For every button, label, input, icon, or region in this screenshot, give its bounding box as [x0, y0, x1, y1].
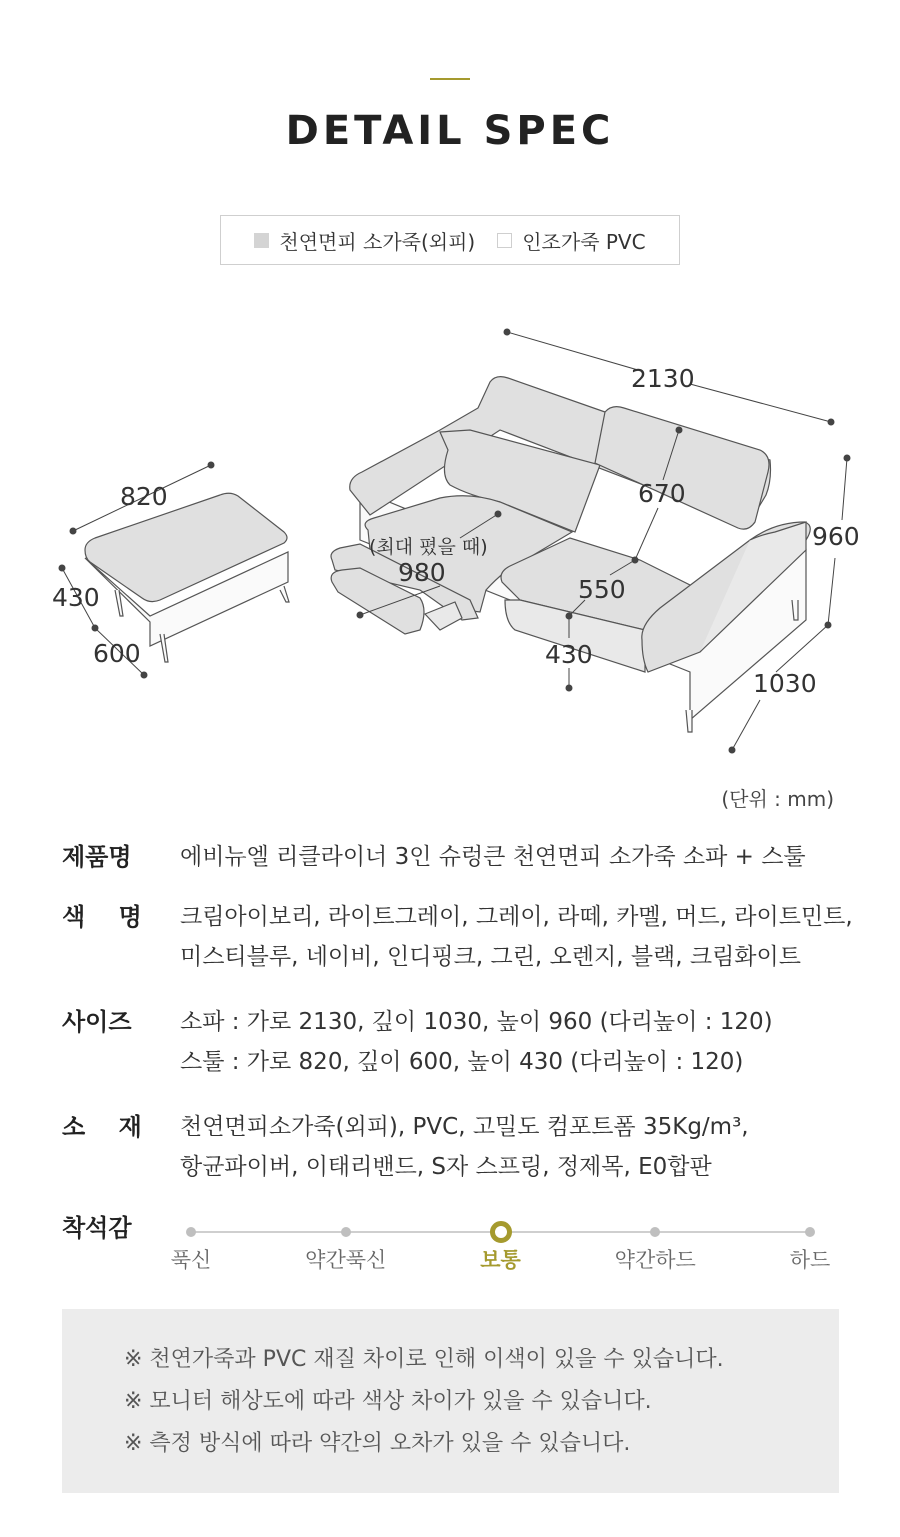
comfort-level-label: 하드	[789, 1248, 831, 1272]
spec-row-colors	[62, 897, 853, 977]
spec-label: 색 명	[62, 903, 142, 931]
spec-value	[180, 1107, 749, 1187]
sofa-back-height-label: 670	[638, 479, 686, 508]
comfort-label: 착석감	[62, 1214, 132, 1242]
stool-drawing	[85, 493, 289, 662]
notice-line: ※ 천연가죽과 PVC 재질 차이로 인해 이색이 있을 수 있습니다.	[124, 1347, 724, 1372]
comfort-level-label: 약간푹신	[305, 1248, 387, 1272]
legend-item-leather	[254, 226, 475, 255]
spec-line: 에비뉴엘 리클라이너 3인 슈렁큰 천연면피 소가죽 소파 + 스툴	[180, 844, 806, 870]
comfort-dot	[341, 1227, 351, 1237]
comfort-dot	[805, 1227, 815, 1237]
spec-line: 천연면피소가죽(외피), PVC, 고밀도 컴포트폼 35Kg/m³,	[180, 1114, 749, 1140]
spec-line: 미스티블루, 네이비, 인디핑크, 그린, 오렌지, 블랙, 크림화이트	[180, 944, 801, 970]
spec-line: 소파 : 가로 2130, 깊이 1030, 높이 960 (다리높이 : 120)	[180, 1009, 773, 1035]
stool-depth-label: 600	[93, 639, 141, 668]
spec-row-product-name	[62, 837, 806, 877]
sofa-depth-label: 1030	[753, 669, 817, 698]
spec-line: 스툴 : 가로 820, 깊이 600, 높이 430 (다리높이 : 120)	[180, 1049, 744, 1075]
dimension-diagram	[0, 300, 900, 770]
comfort-dot	[186, 1227, 196, 1237]
notice-line: ※ 모니터 해상도에 따라 색상 차이가 있을 수 있습니다.	[124, 1389, 652, 1414]
empty-square-icon	[497, 233, 512, 248]
notice-line: ※ 측정 방식에 따라 약간의 오차가 있을 수 있습니다.	[124, 1431, 631, 1456]
comfort-level-label: 보통	[480, 1248, 521, 1272]
spec-row-size	[62, 1002, 773, 1082]
spec-label: 사이즈	[62, 1008, 132, 1036]
comfort-dot-selected	[490, 1221, 512, 1243]
legend-label-leather: 천연면피 소가죽(외피)	[279, 229, 476, 254]
notice-box	[62, 1309, 839, 1493]
spec-value	[180, 897, 853, 977]
recliner-length-label: 980	[398, 558, 446, 587]
legend-label-pvc: 인조가죽 PVC	[522, 229, 646, 254]
comfort-dot	[650, 1227, 660, 1237]
unit-note: (단위 : mm)	[721, 787, 834, 811]
page-title: DETAIL SPEC	[285, 108, 615, 154]
seat-depth-label: 550	[578, 575, 626, 604]
filled-square-icon	[254, 233, 269, 248]
spec-value	[180, 837, 806, 877]
stool-width-label: 820	[120, 482, 168, 511]
sofa-height-label: 960	[812, 522, 860, 551]
spec-value	[180, 1002, 773, 1082]
comfort-level-label: 약간하드	[614, 1248, 696, 1272]
legend-item-pvc	[497, 226, 645, 255]
title-accent-line	[430, 78, 470, 80]
spec-label: 제품명	[62, 843, 132, 871]
material-legend	[220, 215, 680, 265]
spec-line: 항균파이버, 이태리밴드, S자 스프링, 정제목, E0합판	[180, 1154, 712, 1180]
seat-height-label: 430	[545, 640, 593, 669]
spec-line: 크림아이보리, 라이트그레이, 그레이, 라떼, 카멜, 머드, 라이트민트,	[180, 904, 853, 930]
stool-height-label: 430	[52, 583, 100, 612]
recliner-note: (최대 폈을 때)	[369, 536, 488, 558]
spec-row-material	[62, 1107, 749, 1187]
comfort-level-label: 푹신	[170, 1248, 212, 1272]
sofa-width-label: 2130	[631, 364, 695, 393]
spec-label: 소 재	[62, 1113, 142, 1141]
